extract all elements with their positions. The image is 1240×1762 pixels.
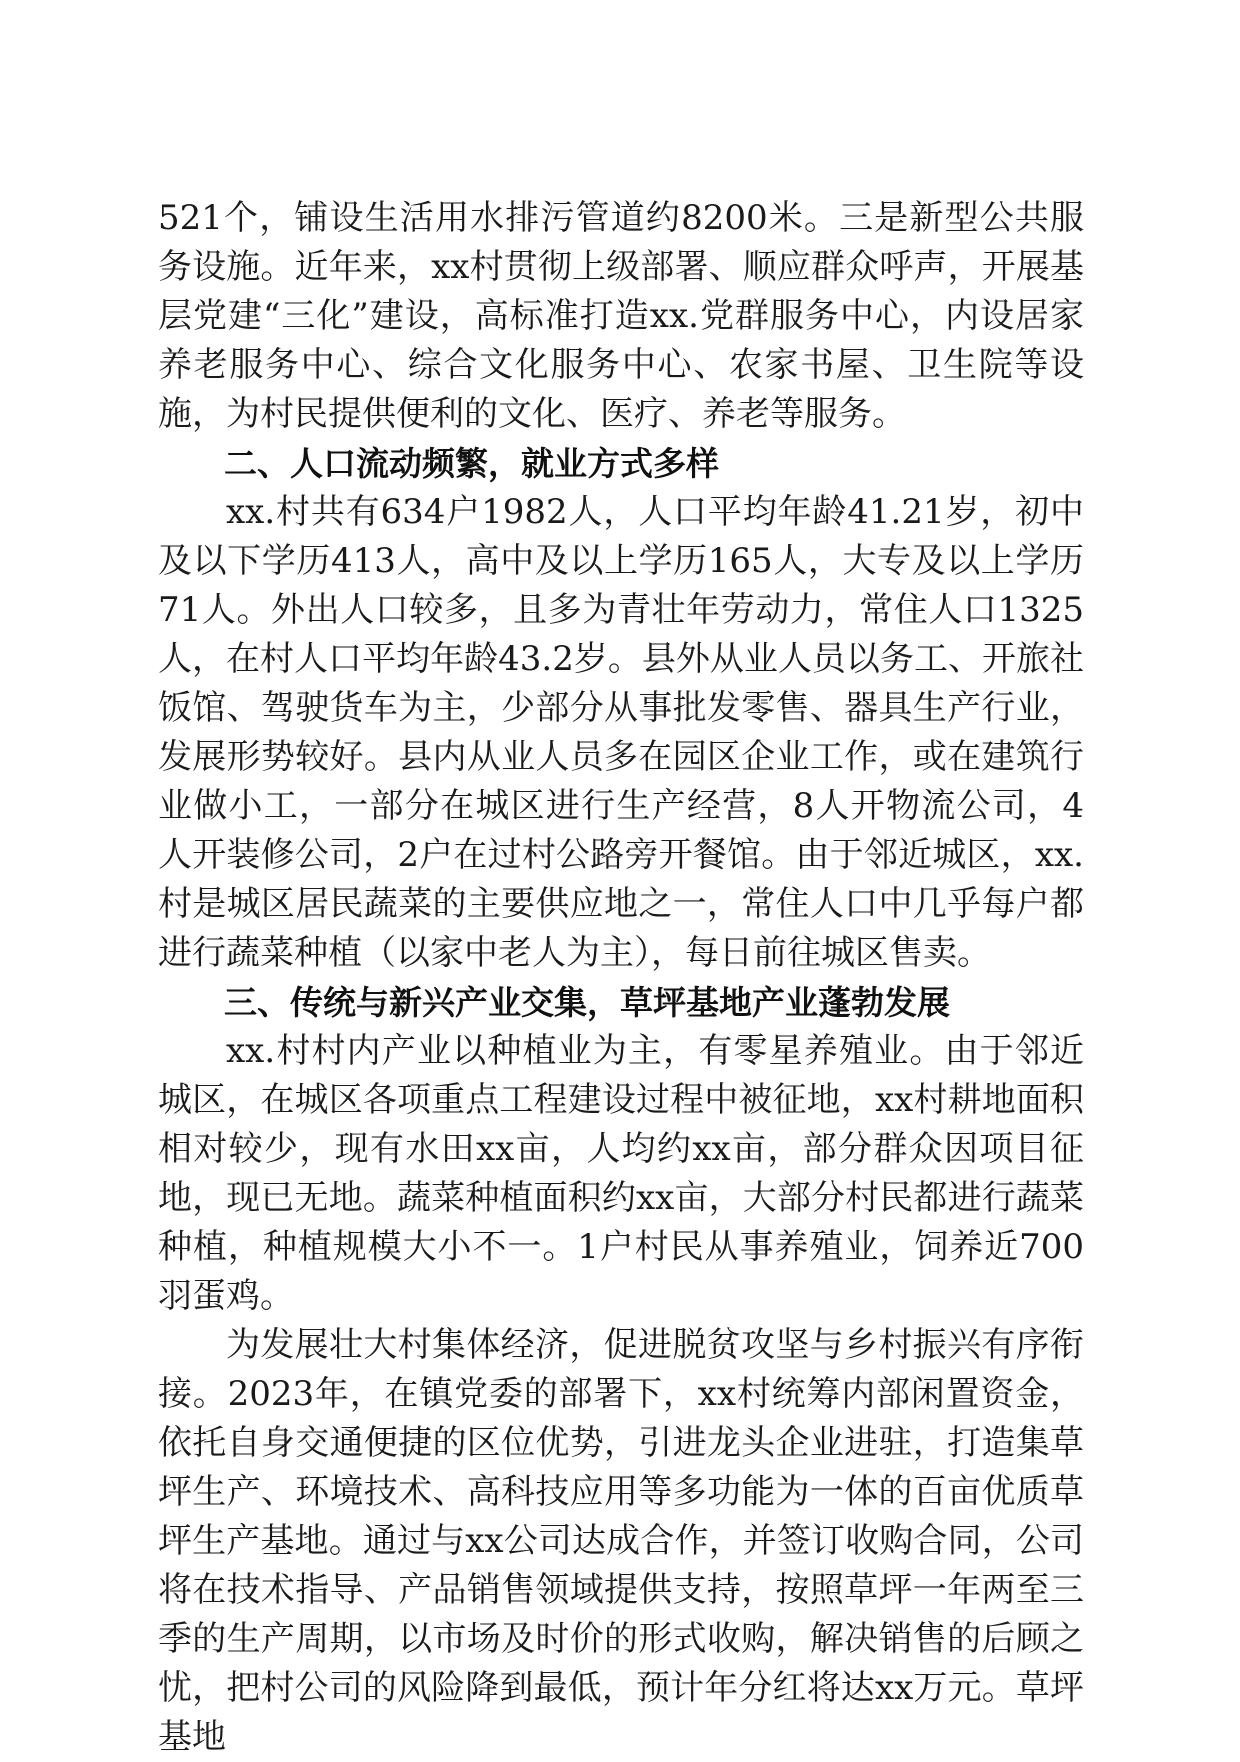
paragraph-lawn-base: 为发展壮大村集体经济，促进脱贫攻坚与乡村振兴有序衔接。2023年，在镇党委的部署下，xx村统筹内部闲置资金，依托自身交通便捷的区位优势，引进龙头企业进驻，打造集草坪生产、环境技术、高科技应用等多功能为一体的百亩优质草坪生产基地。通过与xx公司达成合作，并签订收购合同，公司将在技术指导、产品销售领域提供支持，按照草坪一年两至三季的生产周期，以市场及时价的形式收购，解决销售的后顾之忧，把村公司的风险降到最低，预计年分红将达xx万元。草坪基地 <box>158 1325 1084 1757</box>
section-heading-industry: 三、传统与新兴产业交集，草坪基地产业蓬勃发展 <box>224 983 950 1022</box>
section-heading-population: 二、人口流动频繁，就业方式多样 <box>224 444 719 483</box>
paragraph-population-employment: xx.村共有634户1982人，人口平均年龄41.21岁，初中及以下学历413人，高中及以上学历165人，大专及以上学历71人。外出人口较多，且多为青壮年劳动力，常住人口1325人，在村人口平均年龄43.2岁。县外从业人员以务工、开旅社饭馆、驾驶货车为主，少部分从事批发零售、器具生产行业，发展形势较好。县内从业人员多在园区企业工作，或在建筑行业做小工，一部分在城区进行生产经营，8人开物流公司，4人开装修公司，2户在过村公路旁开餐馆。由于邻近城区，xx.村是城区居民蔬菜的主要供应地之一，常住人口中几乎每户都进行蔬菜种植（以家中老人为主），每日前往城区售卖。 <box>158 492 1084 973</box>
paragraph-planting-industry: xx.村村内产业以种植业为主，有零星养殖业。由于邻近城区，在城区各项重点工程建设过程中被征地，xx村耕地面积相对较少，现有水田xx亩，人均约xx亩，部分群众因项目征地，现已无地。蔬菜种植面积约xx亩，大部分村民都进行蔬菜种植，种植规模大小不一。1户村民从事养殖业，饲养近700羽蛋鸡。 <box>158 1031 1084 1316</box>
paragraph-public-service-facilities: 521个，铺设生活用水排污管道约8200米。三是新型公共服务设施。近年来，xx村贯彻上级部署、顺应群众呼声，开展基层党建“三化”建设，高标准打造xx.党群服务中心，内设居家养老服务中心、综合文化服务中心、农家书屋、卫生院等设施，为村民提供便利的文化、医疗、养老等服务。 <box>158 198 1084 434</box>
document-body <box>158 194 1084 1762</box>
